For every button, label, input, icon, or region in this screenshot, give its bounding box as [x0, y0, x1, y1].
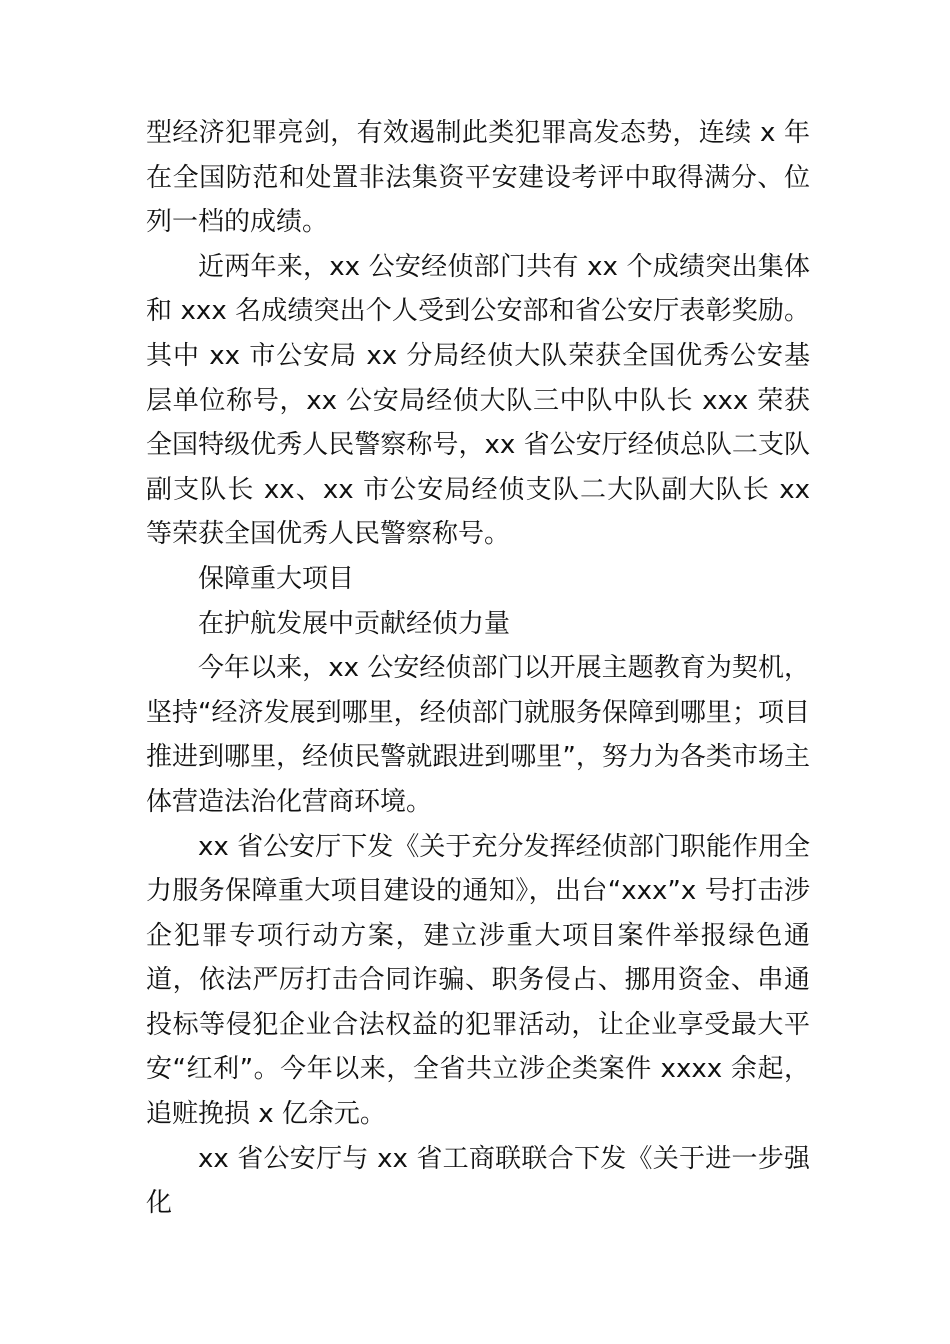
section-subheading: 在护航发展中贡献经侦力量	[198, 608, 511, 639]
paragraph-notice: xx 省公安厅下发《关于充分发挥经侦部门职能作用全力服务保障重大项目建设的通知》，出台“xxx”x 号打击涉企犯罪专项行动方案，建立涉重大项目案件举报绿色通道，依法严厉打击合同诈骗、职务侵占、挪用资金、串通投标等侵犯企业合法权益的犯罪活动，让企业享受最大平安“红利”。今年以来，全省共立涉企类案件 xxxx 余起，追赃挽损 x 亿余元。	[146, 831, 810, 1130]
paragraph-awards: 近两年来，xx 公安经侦部门共有 xx 个成绩突出集体和 xxx 名成绩突出个人受到公安部和省公安厅表彰奖励。其中 xx 市公安局 xx 分局经侦大队荣获全国优秀公安基层单位称号，xx 公安局经侦大队三中队中队长 xxx 荣获全国特级优秀人民警察称号，xx 省公安厅经侦总队二支队副支队长 xx、xx 市公安局经侦支队二大队副大队长 xx 等荣获全国优秀人民警察称号。	[146, 251, 810, 550]
document-body	[146, 111, 810, 1226]
paragraph-federation: xx 省公安厅与 xx 省工商联联合下发《关于进一步强化	[146, 1143, 810, 1219]
paragraph-continuation: 型经济犯罪亮剑，有效遏制此类犯罪高发态势，连续 x 年在全国防范和处置非法集资平安建设考评中取得满分、位列一档的成绩。	[146, 118, 810, 238]
paragraph-theme-education: 今年以来，xx 公安经侦部门以开展主题教育为契机，坚持“经济发展到哪里，经侦部门就服务保障到哪里；项目推进到哪里，经侦民警就跟进到哪里”，努力为各类市场主体营造法治化营商环境。	[146, 653, 810, 817]
section-heading: 保障重大项目	[198, 563, 355, 594]
